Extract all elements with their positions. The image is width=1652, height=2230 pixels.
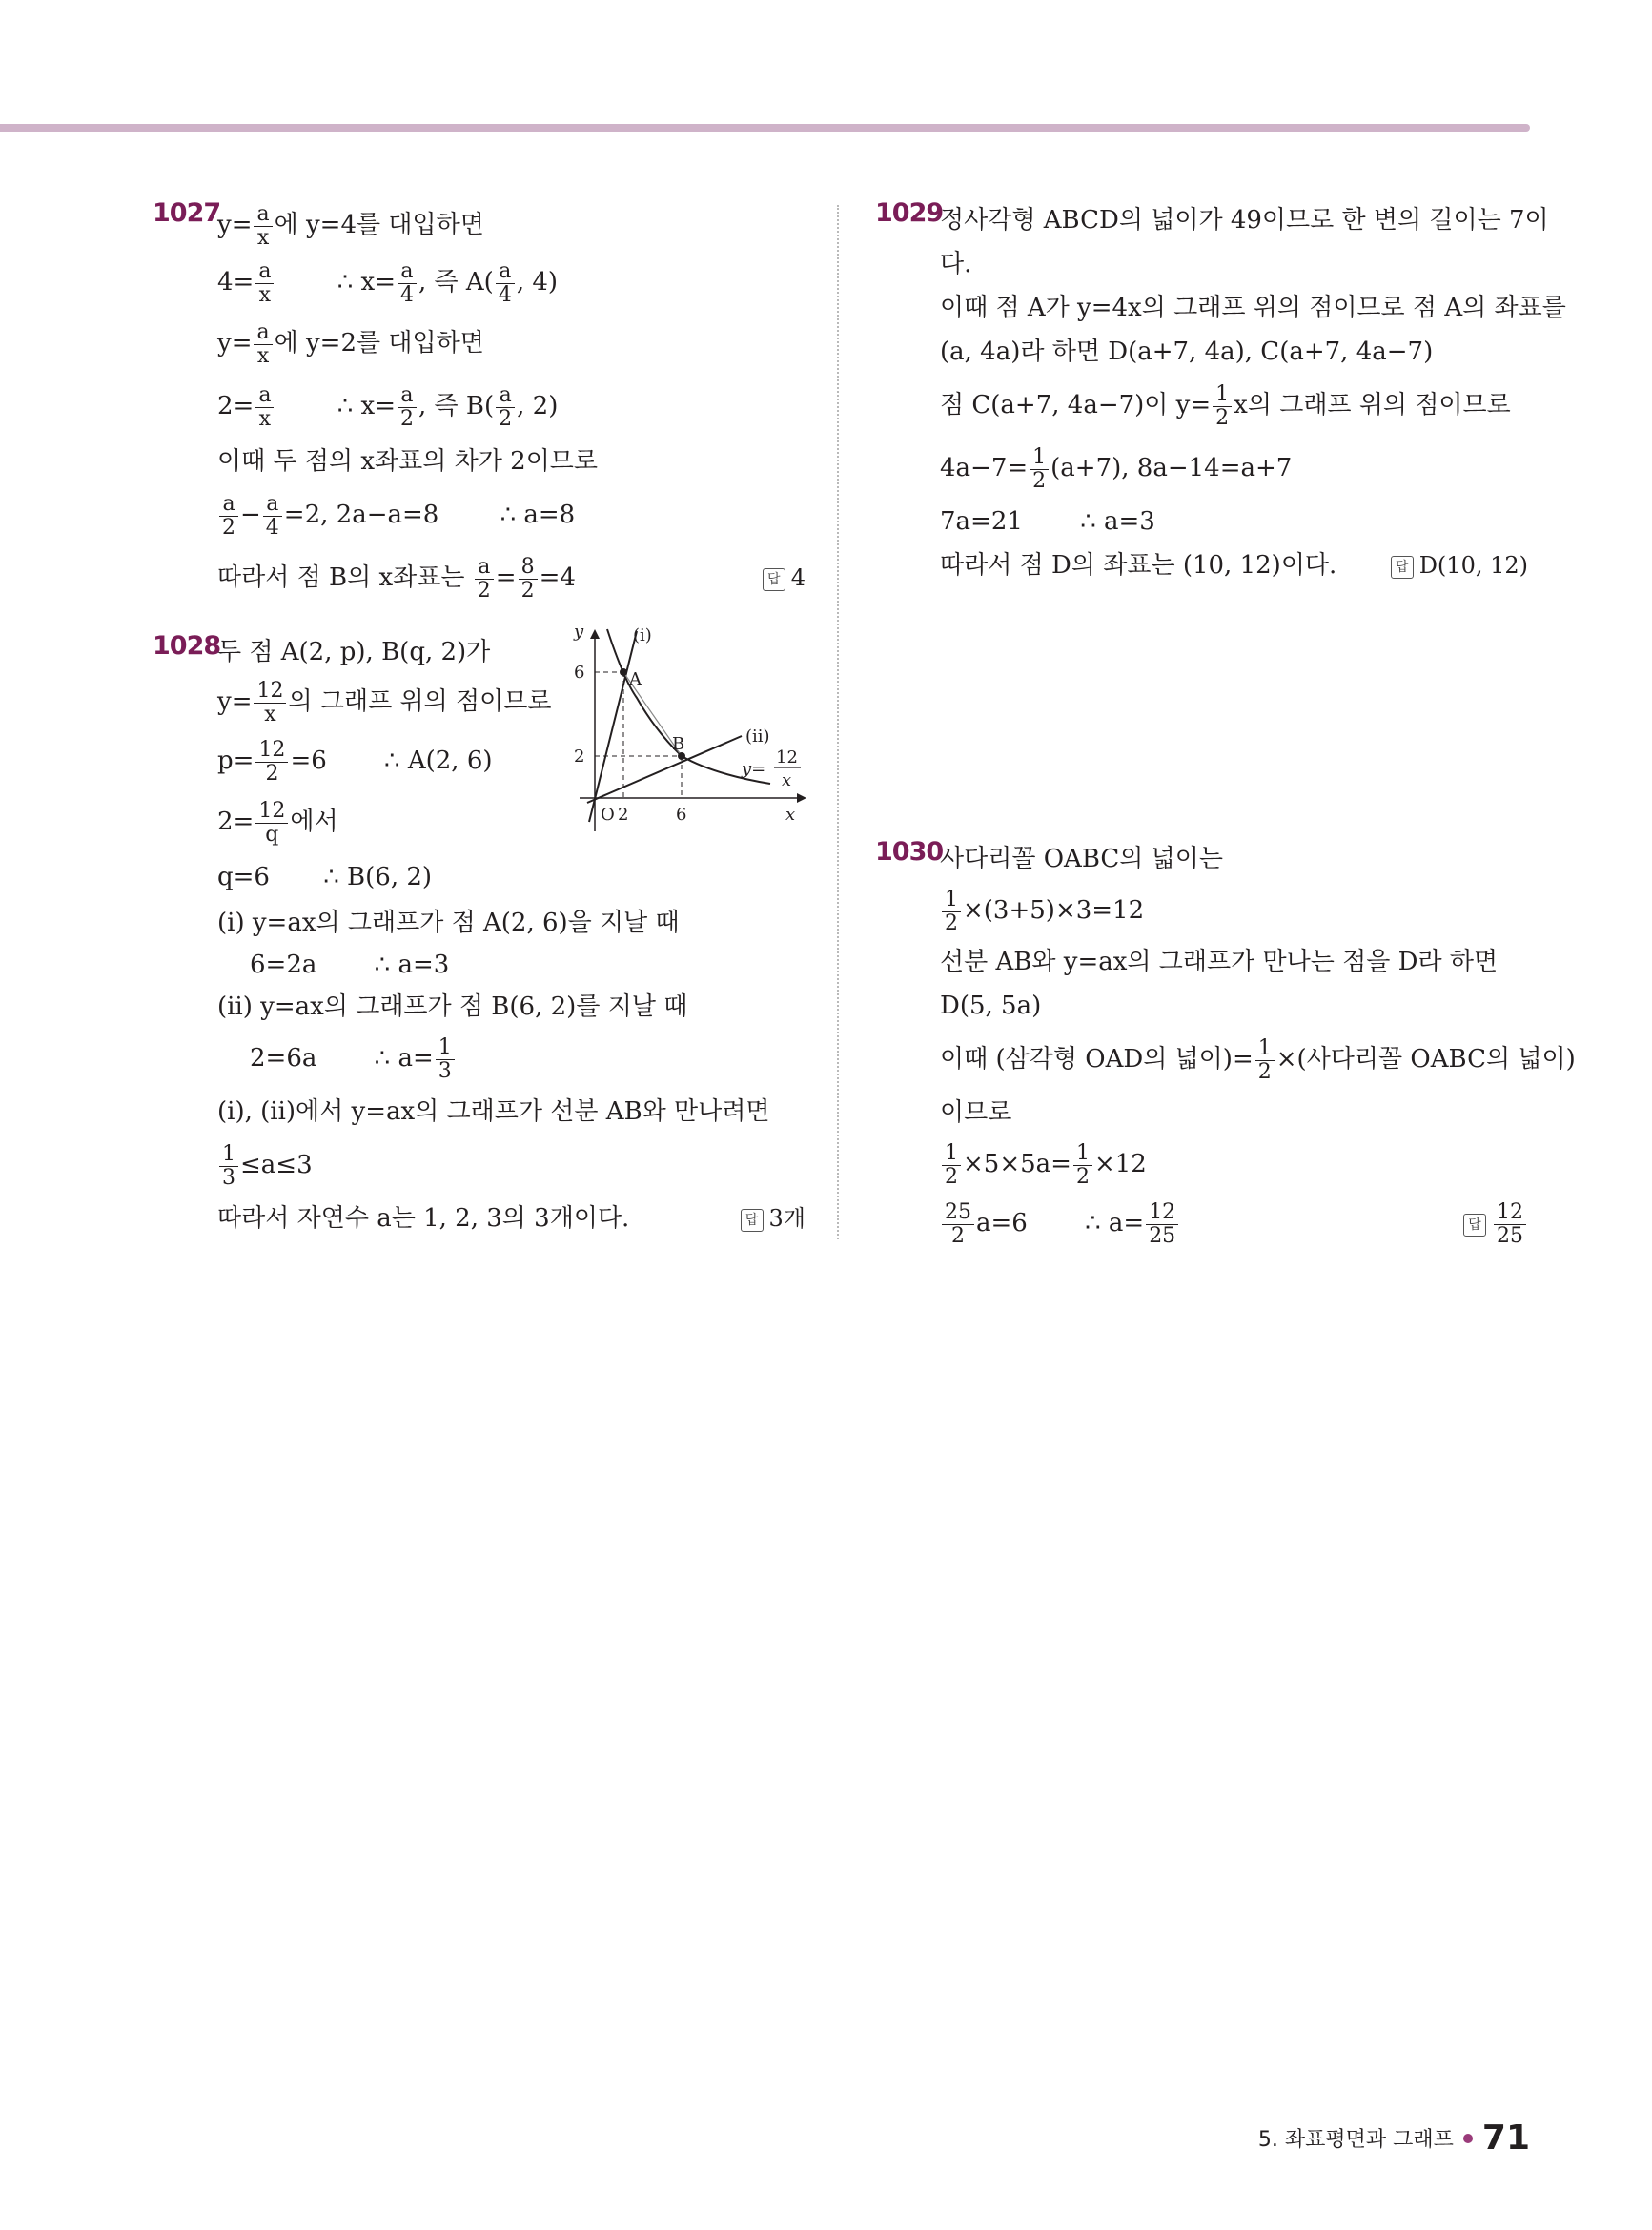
y-axis-label: y bbox=[574, 622, 584, 642]
solution-text: 7a=21 bbox=[940, 507, 1023, 536]
fraction: $\frac{a}{4}$ bbox=[263, 493, 282, 540]
curve-label-den: x bbox=[782, 770, 792, 790]
graph-1028 bbox=[561, 622, 808, 836]
solution-text: 두 점 A(2, p), B(q, 2)가 bbox=[217, 638, 491, 666]
line-i-label: (ⅰ) bbox=[633, 625, 652, 645]
fraction: $\frac{1}{2}$ bbox=[1255, 1037, 1275, 1084]
fraction: $\frac{12}{25}$ bbox=[1146, 1201, 1178, 1248]
graph-figure bbox=[561, 622, 808, 836]
solution-text: 에서 bbox=[290, 808, 338, 836]
tick-x-2: 2 bbox=[618, 805, 629, 825]
fraction: $\frac{8}{2}$ bbox=[519, 556, 538, 603]
problem-number: 1028 bbox=[153, 631, 221, 661]
solution-text: ≤a≤3 bbox=[240, 1151, 313, 1179]
page-number: 71 bbox=[1481, 2118, 1530, 2158]
fraction: $\frac{a}{2}$ bbox=[496, 384, 515, 431]
answer-mark-icon: 답 bbox=[763, 568, 785, 591]
solution-text: ×5×5a= bbox=[963, 1150, 1071, 1178]
solution-text: =2, 2a−a=8 bbox=[283, 501, 439, 529]
solution-text: (ⅰ), (ⅱ)에서 y=ax의 그래프가 선분 AB와 만나려면 bbox=[217, 1097, 770, 1126]
answer: 답 D(10, 12) bbox=[1391, 543, 1528, 587]
solution-text: 4= bbox=[217, 268, 255, 297]
solution-text: ×12 bbox=[1093, 1150, 1147, 1178]
fraction: $\frac{12}{2}$ bbox=[255, 739, 288, 786]
solution-text: 의 그래프 위의 점이므로 bbox=[288, 687, 552, 716]
solution-text: ∴ a= bbox=[374, 1044, 434, 1073]
solution-text: 사다리꼴 OABC의 넓이는 bbox=[940, 845, 1224, 873]
x-axis-arrow bbox=[797, 793, 806, 803]
bullet-dot-icon bbox=[1463, 2134, 1473, 2143]
point-a-label: A bbox=[629, 669, 642, 689]
solution-text: ∴ a= bbox=[1085, 1209, 1145, 1238]
solution-text: ∴ B(6, 2) bbox=[323, 863, 433, 891]
fraction: $\frac{1}{2}$ bbox=[1030, 446, 1049, 493]
solution-text: 따라서 점 D의 좌표는 (10, 12)이다. bbox=[940, 551, 1337, 580]
solution-text: (ⅱ) y=ax의 그래프가 점 B(6, 2)를 지날 때 bbox=[217, 992, 688, 1021]
line-ii bbox=[587, 736, 742, 803]
x-axis-label: x bbox=[785, 805, 796, 825]
problem-number: 1030 bbox=[875, 837, 944, 867]
fraction: $\frac{12}{x}$ bbox=[254, 680, 286, 726]
fraction: $\frac{1}{2}$ bbox=[942, 889, 961, 935]
solution-text: p= bbox=[217, 747, 255, 775]
fraction: $\frac{a}{4}$ bbox=[496, 260, 515, 307]
tick-y-6: 6 bbox=[574, 663, 585, 683]
right-column bbox=[875, 198, 1576, 1253]
answer: 답 $\frac{12}{25}$ bbox=[1463, 1194, 1528, 1253]
solution-text: x의 그래프 위의 점이므로 bbox=[1234, 391, 1511, 419]
solution-text: (a+7), 8a−14=a+7 bbox=[1050, 454, 1293, 482]
solution-text: 2=6a bbox=[250, 1044, 317, 1073]
line-ii-label: (ⅱ) bbox=[745, 726, 770, 747]
fraction: $\frac{a}{x}$ bbox=[254, 321, 272, 368]
fraction: $\frac{a}{x}$ bbox=[255, 384, 274, 431]
fraction: $\frac{a}{x}$ bbox=[254, 203, 272, 250]
solution-text: , 즉 B( bbox=[418, 392, 495, 420]
solution-text: , 즉 A( bbox=[418, 268, 494, 297]
answer-mark-icon: 답 bbox=[1391, 556, 1414, 579]
solution-text: y= bbox=[217, 211, 253, 239]
point-a-dot bbox=[620, 668, 627, 676]
solution-text: 점 C(a+7, 4a−7)이 y= bbox=[940, 391, 1212, 419]
line-i bbox=[589, 631, 637, 822]
solution-text: a=6 bbox=[976, 1209, 1028, 1238]
solution-text: 에 y=4를 대입하면 bbox=[274, 211, 484, 239]
answer-mark-icon: 답 bbox=[741, 1209, 764, 1232]
solution-text: 따라서 점 B의 x좌표는 bbox=[217, 563, 473, 592]
solution-text: 다. bbox=[940, 250, 972, 278]
top-decorative-bar bbox=[0, 124, 1530, 132]
solution-text: 이때 두 점의 x좌표의 차가 2이므로 bbox=[217, 447, 599, 476]
fraction: $\frac{a}{2}$ bbox=[475, 556, 494, 603]
chapter-title: 5. 좌표평면과 그래프 bbox=[1257, 2128, 1454, 2152]
column-divider bbox=[837, 205, 839, 1239]
solution-text: (ⅰ) y=ax의 그래프가 점 A(2, 6)을 지날 때 bbox=[217, 909, 680, 937]
fraction: $\frac{a}{x}$ bbox=[255, 260, 274, 307]
solution-text: ×(사다리꼴 OABC의 넓이) bbox=[1275, 1045, 1576, 1074]
fraction: $\frac{1}{3}$ bbox=[436, 1036, 455, 1083]
solution-text: 4a−7= bbox=[940, 454, 1029, 482]
solution-text: 정사각형 ABCD의 넓이가 49이므로 한 변의 길이는 7이 bbox=[940, 206, 1549, 235]
fraction: $\frac{25}{2}$ bbox=[942, 1201, 974, 1248]
tick-x-6: 6 bbox=[676, 805, 687, 825]
curve-label: y= bbox=[742, 759, 766, 779]
solution-text: , 4) bbox=[516, 268, 559, 297]
origin-label: O bbox=[601, 805, 615, 825]
solution-text: y= bbox=[217, 687, 253, 716]
solution-text: =4 bbox=[539, 563, 576, 592]
solution-text: 이때 점 A가 y=4x의 그래프 위의 점이므로 점 A의 좌표를 bbox=[940, 294, 1566, 322]
solution-text: ∴ a=3 bbox=[1080, 507, 1155, 536]
curve-label-num: 12 bbox=[776, 747, 798, 767]
point-b-label: B bbox=[672, 734, 685, 754]
solution-text: 따라서 자연수 a는 1, 2, 3의 3개이다. bbox=[217, 1204, 630, 1233]
page-footer bbox=[1258, 2118, 1530, 2158]
fraction: $\frac{1}{3}$ bbox=[219, 1143, 238, 1190]
problem-1029 bbox=[875, 198, 1566, 587]
solution-text: D(5, 5a) bbox=[940, 992, 1042, 1020]
fraction: $\frac{a}{2}$ bbox=[219, 493, 238, 540]
problem-number: 1027 bbox=[153, 198, 221, 228]
solution-text: =6 bbox=[290, 747, 327, 775]
problem-1030 bbox=[875, 837, 1576, 1253]
solution-text: y= bbox=[217, 329, 253, 358]
solution-text: 선분 AB와 y=ax의 그래프가 만나는 점을 D라 하면 bbox=[940, 948, 1499, 976]
solution-text: ∴ x= bbox=[337, 392, 396, 420]
solution-text: − bbox=[240, 501, 261, 529]
solution-text: 2= bbox=[217, 392, 255, 420]
solution-text: (a, 4a)라 하면 D(a+7, 4a), C(a+7, 4a−7) bbox=[940, 338, 1434, 366]
solution-text: ∴ A(2, 6) bbox=[384, 747, 493, 775]
solution-text: q=6 bbox=[217, 863, 270, 891]
fraction: $\frac{a}{2}$ bbox=[398, 384, 417, 431]
answer-mark-icon: 답 bbox=[1463, 1214, 1486, 1237]
solution-text: 2= bbox=[217, 808, 255, 836]
problem-1028 bbox=[153, 622, 806, 1241]
y-axis-arrow bbox=[590, 629, 600, 639]
tick-y-2: 2 bbox=[574, 747, 585, 767]
fraction: $\frac{1}{2}$ bbox=[942, 1142, 961, 1189]
solution-text: 이므로 bbox=[940, 1098, 1012, 1127]
solution-text: ∴ a=8 bbox=[500, 501, 576, 529]
solution-text: ∴ a=3 bbox=[374, 951, 450, 979]
fraction: $\frac{a}{4}$ bbox=[398, 260, 417, 307]
fraction: $\frac{1}{2}$ bbox=[1073, 1142, 1092, 1189]
problem-1027 bbox=[153, 198, 806, 610]
solution-text: ∴ x= bbox=[337, 268, 396, 297]
answer: 답 4 bbox=[763, 545, 806, 610]
fraction: $\frac{12}{q}$ bbox=[255, 800, 288, 847]
solution-text: = bbox=[495, 563, 517, 592]
solution-text: , 2) bbox=[517, 392, 559, 420]
solution-text: 에 y=2를 대입하면 bbox=[274, 329, 484, 358]
answer: 답 3개 bbox=[741, 1196, 806, 1241]
solution-text: 6=2a bbox=[250, 951, 317, 979]
left-column bbox=[153, 198, 806, 1241]
fraction: $\frac{1}{2}$ bbox=[1213, 383, 1232, 430]
solution-text: 이때 (삼각형 OAD의 넓이)= bbox=[940, 1045, 1254, 1074]
problem-number: 1029 bbox=[875, 198, 944, 228]
solution-text: ×(3+5)×3=12 bbox=[963, 896, 1145, 925]
